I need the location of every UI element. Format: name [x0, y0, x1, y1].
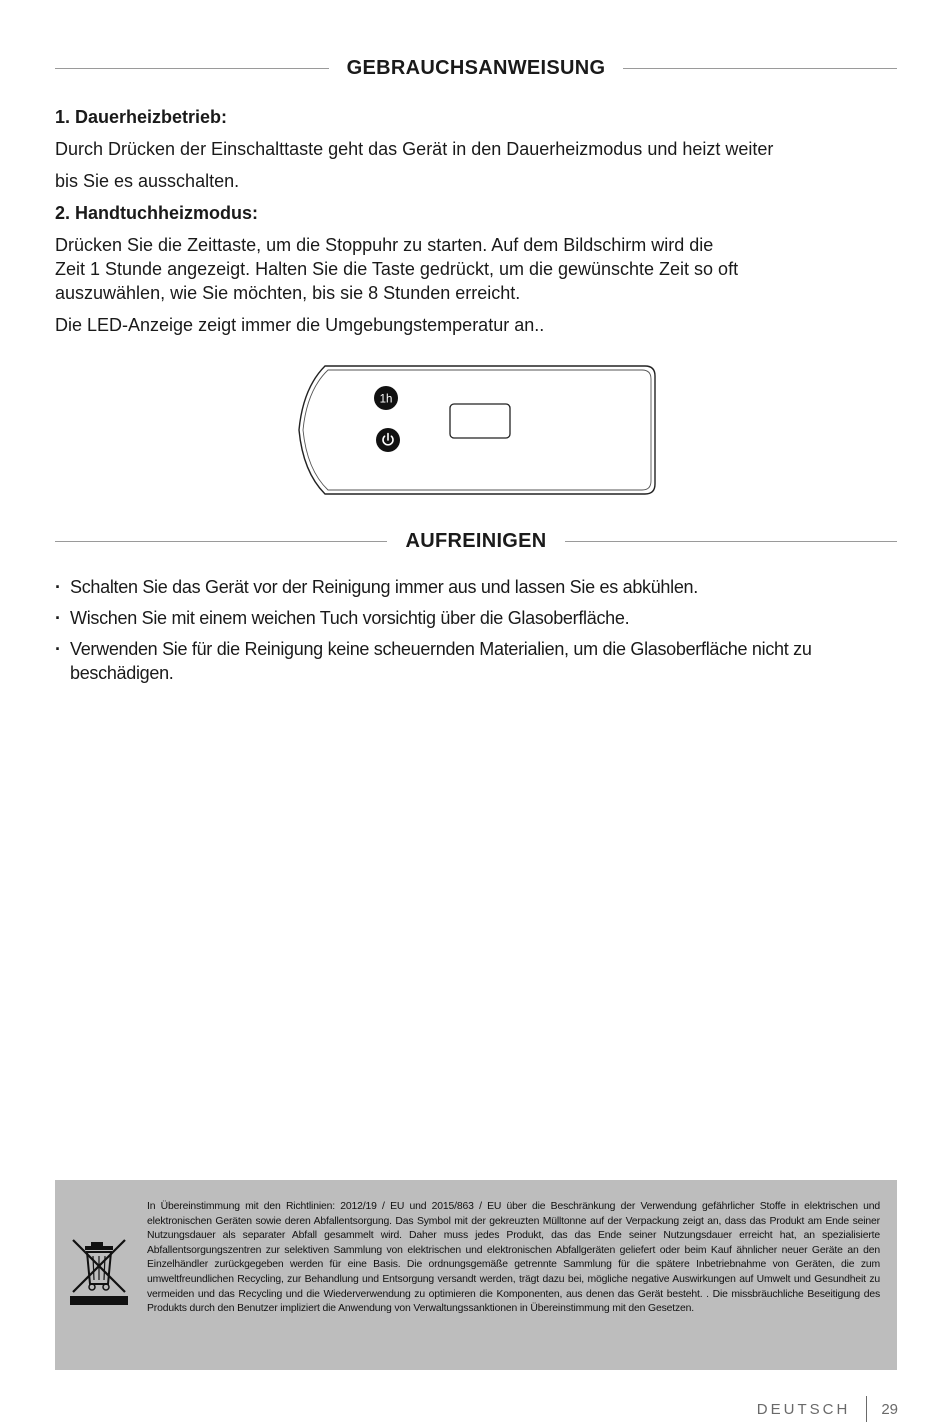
- led-note: Die LED-Anzeige zeigt immer die Umgebungstemperatur an..: [55, 315, 545, 335]
- page-footer: [757, 1397, 898, 1421]
- cleaning-bullet: · Verwenden Sie für die Reinigung keine scheuernden Materialien, um die Glasoberfläche nicht zu beschädigen.: [55, 637, 900, 685]
- item1-line2: bis Sie es ausschalten.: [55, 171, 240, 191]
- crossed-out-bin-icon: [69, 1236, 133, 1308]
- power-icon[interactable]: [376, 428, 400, 452]
- heading-rule-right: [565, 541, 897, 542]
- page-number: 29: [881, 1400, 898, 1418]
- heading-rule-left: [55, 68, 329, 69]
- item2-title: 2. Handtuchheizmodus:: [55, 203, 259, 223]
- cleaning-heading-title: AUFREINIGEN: [405, 529, 547, 552]
- timer-1h-icon[interactable]: [374, 386, 398, 410]
- item1-title: 1. Dauerheizbetrieb:: [55, 107, 228, 127]
- led-display-icon: [450, 404, 510, 438]
- cleaning-bullet-list: [55, 575, 900, 692]
- control-panel-illustration: [295, 362, 660, 498]
- disposal-notice-box: [55, 1180, 897, 1370]
- usage-section-heading: [55, 53, 897, 83]
- timer-button-label: 1h: [379, 393, 393, 406]
- disposal-notice-text: In Übereinstimmung mit den Richtlinien: 2012/19 / EU und 2015/863 / EU über die Beschränkung der Verwendung gefährlicher Stoffe in elektrischen und elektronischen Geräten sowie deren Abfallentsorgung. Das Symbol mit der gekreuzten Mülltonne auf der Verpackung zeigt an, dass das Produkt am Ende seiner Nutzungsdauer als separater Abfall gesammelt wird. Daher muss jedes Produkt, das das Ende seiner Nutzungsdauer erreicht hat, an spezialisierte Abfallentsorgungszentren zur selektiven Sammlung von elektrischen und elektronischen Abfallgeräten geliefert oder beim Kauf ähnlicher neuer Geräte an den Einzelhändler zurückgegeben werden für eine Basis. Die ordnungsgemäße getrennte Sammlung für die spätere Inbetriebnahme von Geräten, die zum umweltfreundlichen Recycling, zur Behandlung und Entsorgung versandt werden, trägt dazu bei, mögliche negative Auswirkungen auf Umwelt und Gesundheit zu vermeiden und das Recycling und die Wiederverwendung zu optimieren die Komponenten, aus denen das Gerät besteht. . Die missbräuchliche Beseitigung des Produkts durch den Benutzer impliziert die Anwendung von Verwaltungssanktionen in Übereinstimmung mit den Gesetzen.: [147, 1201, 880, 1315]
- heading-rule-left: [55, 541, 387, 542]
- heading-rule-right: [623, 68, 897, 69]
- cleaning-section-heading: [55, 526, 897, 556]
- item2-line3: auszuwählen, wie Sie möchten, bis sie 8 Stunden erreicht.: [55, 283, 521, 303]
- usage-instructions: [55, 105, 900, 337]
- cleaning-bullet: · Schalten Sie das Gerät vor der Reinigung immer aus und lassen Sie es abkühlen.: [55, 575, 900, 599]
- item2-line1: Drücken Sie die Zeittaste, um die Stoppuhr zu starten. Auf dem Bildschirm wird die: [55, 235, 714, 255]
- item2-line2: Zeit 1 Stunde angezeigt. Halten Sie die Taste gedrückt, um die gewünschte Zeit so oft: [55, 259, 739, 279]
- footer-separator: [866, 1396, 867, 1422]
- cleaning-bullet: · Wischen Sie mit einem weichen Tuch vorsichtig über die Glasoberfläche.: [55, 606, 900, 630]
- item1-line1: Durch Drücken der Einschalttaste geht das Gerät in den Dauerheizmodus und heizt weiter: [55, 139, 774, 159]
- usage-heading-title: GEBRAUCHSANWEISUNG: [346, 56, 606, 79]
- footer-language: DEUTSCH: [756, 1400, 851, 1418]
